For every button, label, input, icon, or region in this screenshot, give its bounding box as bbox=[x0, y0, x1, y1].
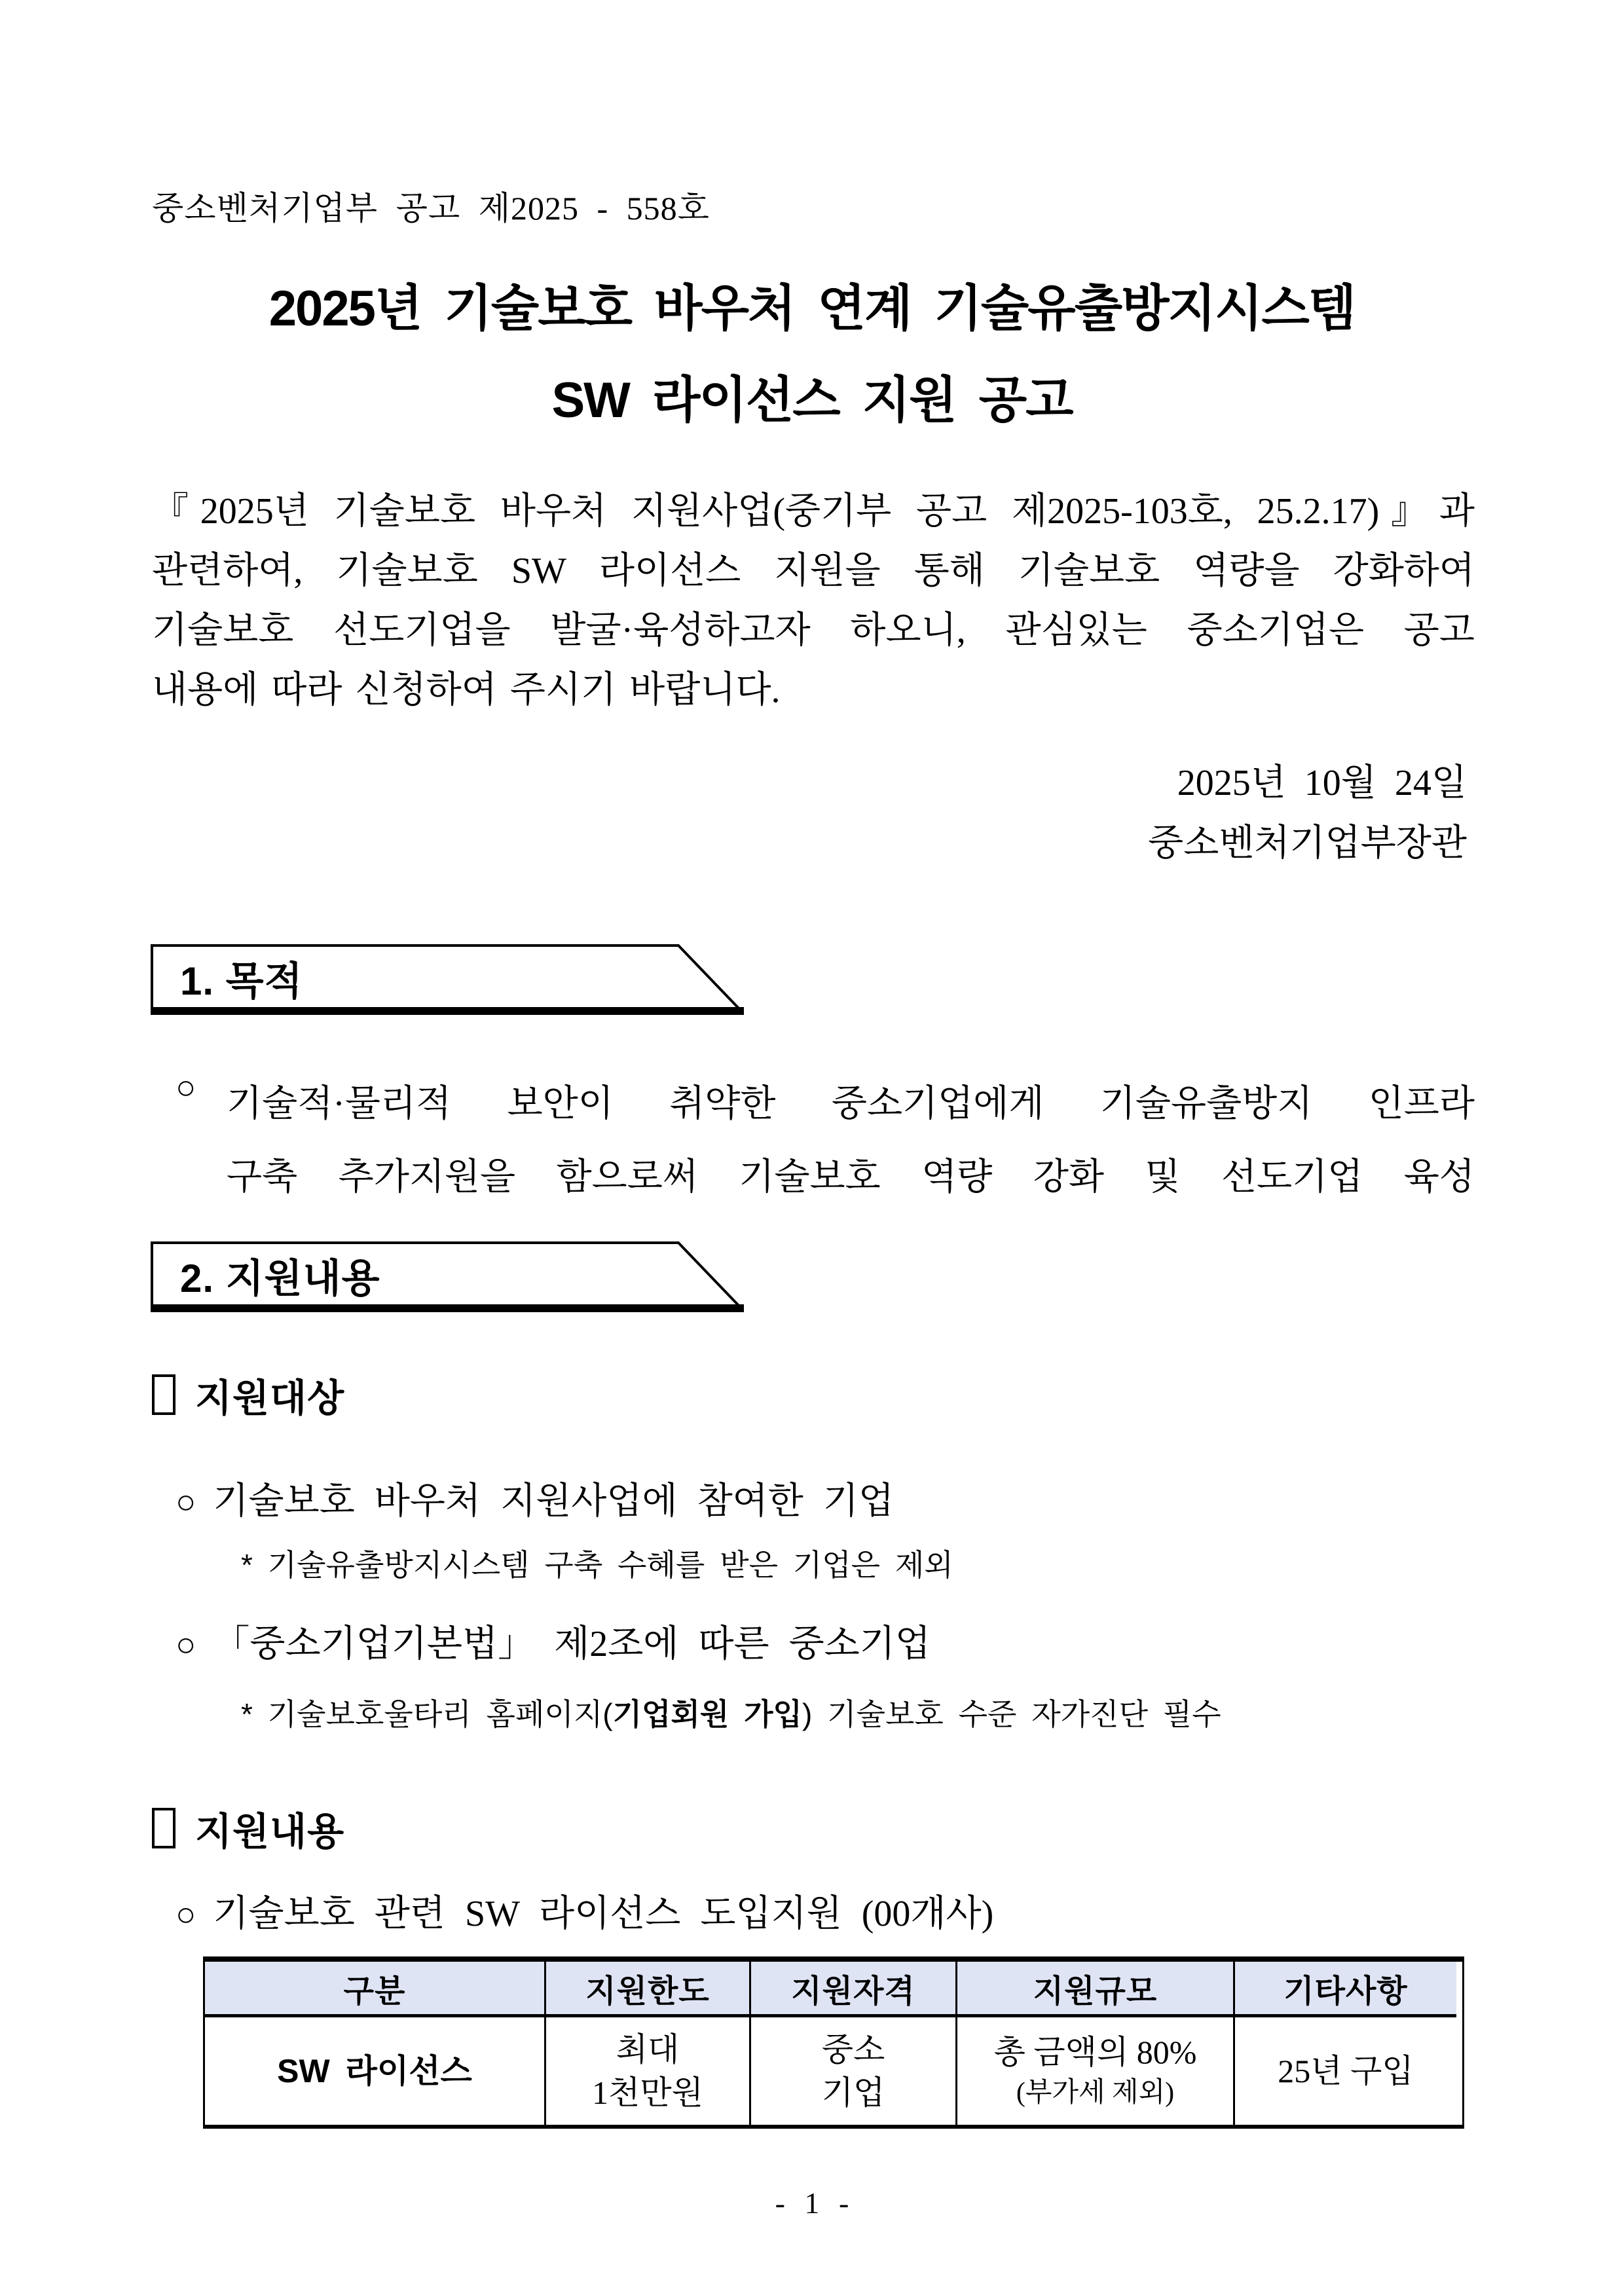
target-note-2-pre: * 기술보호울타리 홈페이지( bbox=[241, 1697, 613, 1731]
purpose-line-1: 기술적·물리적 보안이 취약한 중소기업에게 기술유출방지 인프라 bbox=[227, 1084, 1475, 1124]
circle-bullet-icon: ○ bbox=[175, 1896, 196, 1934]
qualification-line-2: 기업 bbox=[821, 2074, 885, 2111]
scale-line-2: (부가세 제외) bbox=[1016, 2078, 1175, 2108]
title-line-1: 2025년 기술보호 바우처 연계 기술유출방지시스템 bbox=[268, 281, 1356, 337]
section-1-banner bbox=[151, 944, 747, 1019]
table-cell-scale bbox=[957, 2017, 1235, 2125]
table-header-category: 구분 bbox=[205, 1962, 546, 2017]
circle-bullet-icon: ○ bbox=[175, 1069, 196, 1107]
intro-line: 기술보호 선도기업을 발굴·육성하고자 하오니, 관심있는 중소기업은 공고 bbox=[152, 610, 1475, 651]
target-note-2-post: ) 기술보호 수준 자가진단 필수 bbox=[802, 1697, 1221, 1731]
content-heading bbox=[152, 1801, 344, 1856]
document-title bbox=[0, 263, 1624, 447]
intro-paragraph bbox=[152, 482, 1475, 720]
intro-line: 내용에 따라 신청하여 주시기 바랍니다. bbox=[152, 670, 781, 710]
table-header-limit: 지원한도 bbox=[546, 1962, 751, 2017]
square-bullet-icon bbox=[152, 1808, 175, 1848]
target-bullet-1-text: 기술보호 바우처 지원사업에 참여한 기업 bbox=[213, 1481, 895, 1522]
target-note-2 bbox=[241, 1691, 1221, 1734]
content-bullet bbox=[175, 1884, 993, 1937]
table-cell-qualification bbox=[751, 2017, 957, 2125]
date-signature-block bbox=[1148, 753, 1467, 873]
target-note-2-bold: 기업회원 가입 bbox=[612, 1697, 802, 1731]
doc-number: 중소벤처기업부 공고 제2025 - 558호 bbox=[152, 190, 710, 227]
circle-bullet-icon: ○ bbox=[175, 1484, 196, 1521]
section-2-heading: 2. 지원내용 bbox=[180, 1257, 380, 1300]
circle-bullet-icon: ○ bbox=[175, 1626, 196, 1664]
table-header-qualification: 지원자격 bbox=[751, 1962, 957, 2017]
target-bullet-1 bbox=[175, 1472, 894, 1524]
square-bullet-icon bbox=[152, 1374, 175, 1415]
content-heading-label: 지원내용 bbox=[195, 1810, 345, 1853]
section-2-banner bbox=[151, 1241, 747, 1316]
table-cell-etc: 25년 구입 bbox=[1278, 2053, 1414, 2089]
purpose-bullet bbox=[175, 1067, 1475, 1214]
content-bullet-text: 기술보호 관련 SW 라이선스 도입지원 (00개사) bbox=[213, 1894, 994, 1934]
signer: 중소벤처기업부장관 bbox=[1148, 823, 1467, 864]
limit-line-2: 1천만원 bbox=[592, 2074, 703, 2111]
title-line-2: SW 라이선스 지원 공고 bbox=[551, 373, 1073, 428]
table-cell-limit bbox=[546, 2017, 751, 2125]
support-table bbox=[203, 1956, 1464, 2129]
intro-line: 관련하여, 기술보호 SW 라이선스 지원을 통해 기술보호 역량을 강화하여 bbox=[152, 551, 1475, 591]
target-heading bbox=[152, 1367, 344, 1422]
page-number: - 1 - bbox=[775, 2186, 849, 2220]
target-heading-label: 지원대상 bbox=[195, 1377, 345, 1420]
limit-line-1: 최대 bbox=[616, 2031, 680, 2068]
table-cell-category: SW 라이선스 bbox=[205, 2017, 546, 2125]
table-header-etc: 기타사항 bbox=[1235, 1962, 1456, 2017]
target-bullet-2-text: 「중소기업기본법」 제2조에 따른 중소기업 bbox=[213, 1624, 931, 1664]
scale-line-1: 총 금액의 80% bbox=[993, 2034, 1197, 2070]
table-header-scale: 지원규모 bbox=[957, 1962, 1235, 2017]
qualification-line-1: 중소 bbox=[821, 2031, 885, 2068]
announcement-date: 2025년 10월 24일 bbox=[1177, 763, 1467, 803]
purpose-line-2: 구축 추가지원을 함으로써 기술보호 역량 강화 및 선도기업 육성 bbox=[227, 1157, 1475, 1198]
target-note-1: * 기술유출방지시스템 구축 수혜를 받은 기업은 제외 bbox=[241, 1548, 953, 1582]
section-1-heading: 1. 목적 bbox=[180, 959, 303, 1003]
target-bullet-2 bbox=[175, 1615, 931, 1667]
intro-line: 『2025년 기술보호 바우처 지원사업(중기부 공고 제2025-103호, 25.2.17)』과 bbox=[152, 491, 1475, 532]
